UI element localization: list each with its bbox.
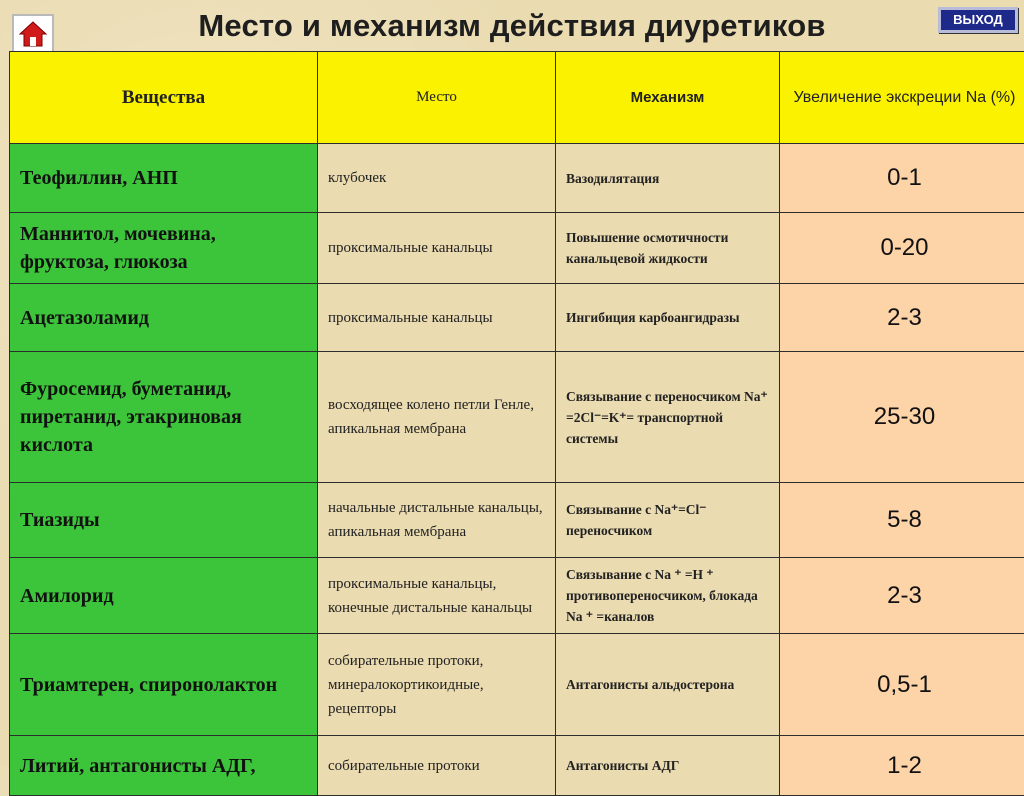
table-row [10, 284, 1024, 352]
na-excretion-cell: 0-1 [780, 144, 1024, 213]
site-cell: собирательные протоки, минералокортикоидные, рецепторы [318, 634, 556, 736]
substance-cell: Теофиллин, АНП [10, 144, 318, 213]
table-row [10, 213, 1024, 284]
page-title: Место и механизм действия диуретиков [0, 8, 1024, 44]
substance-cell: Тиазиды [10, 483, 318, 558]
table-row [10, 144, 1024, 213]
mechanism-cell: Связывание с переносчиком Na⁺ =2Cl⁻=K⁺= транспортной системы [556, 352, 780, 483]
na-excretion-cell: 0-20 [780, 213, 1024, 284]
na-excretion-cell: 2-3 [780, 558, 1024, 634]
table-header-row [10, 52, 1024, 144]
site-cell: собирательные протоки [318, 736, 556, 796]
substance-cell: Фуросемид, буметанид, пиретанид, этакриновая кислота [10, 352, 318, 483]
substance-cell: Амилорид [10, 558, 318, 634]
site-cell: восходящее колено петли Генле, апикальная мембрана [318, 352, 556, 483]
column-header-mechanism: Механизм [556, 52, 780, 144]
site-cell: начальные дистальные канальцы, апикальная мембрана [318, 483, 556, 558]
table-row [10, 558, 1024, 634]
column-header-substances: Вещества [10, 52, 318, 144]
mechanism-cell: Вазодилятация [556, 144, 780, 213]
column-header-site: Место [318, 52, 556, 144]
table-row [10, 736, 1024, 796]
mechanism-cell: Ингибиция карбоангидразы [556, 284, 780, 352]
site-cell: проксимальные канальцы [318, 284, 556, 352]
exit-button[interactable]: ВЫХОД [938, 7, 1018, 33]
substance-cell: Литий, антагонисты АДГ, [10, 736, 318, 796]
mechanism-cell: Повышение осмотичности канальцевой жидкости [556, 213, 780, 284]
na-excretion-cell: 1-2 [780, 736, 1024, 796]
diuretics-table [9, 51, 1024, 796]
site-cell: проксимальные канальцы, конечные дистальные канальцы [318, 558, 556, 634]
na-excretion-cell: 0,5-1 [780, 634, 1024, 736]
substance-cell: Триамтерен, спиронолактон [10, 634, 318, 736]
na-excretion-cell: 2-3 [780, 284, 1024, 352]
table-row [10, 352, 1024, 483]
table-row [10, 634, 1024, 736]
mechanism-cell: Связывание с Na⁺=Cl⁻ переносчиком [556, 483, 780, 558]
table-row [10, 483, 1024, 558]
na-excretion-cell: 25-30 [780, 352, 1024, 483]
column-header-na-excretion: Увеличение экскреции Na (%) [780, 52, 1024, 144]
mechanism-cell: Антагонисты АДГ [556, 736, 780, 796]
diuretics-table-wrap [9, 51, 1024, 796]
site-cell: проксимальные канальцы [318, 213, 556, 284]
site-cell: клубочек [318, 144, 556, 213]
substance-cell: Маннитол, мочевина, фруктоза, глюкоза [10, 213, 318, 284]
na-excretion-cell: 5-8 [780, 483, 1024, 558]
mechanism-cell: Связывание с Na ⁺ =H ⁺ противопереносчиком, блокада Na ⁺ =каналов [556, 558, 780, 634]
mechanism-cell: Антагонисты альдостерона [556, 634, 780, 736]
substance-cell: Ацетазоламид [10, 284, 318, 352]
